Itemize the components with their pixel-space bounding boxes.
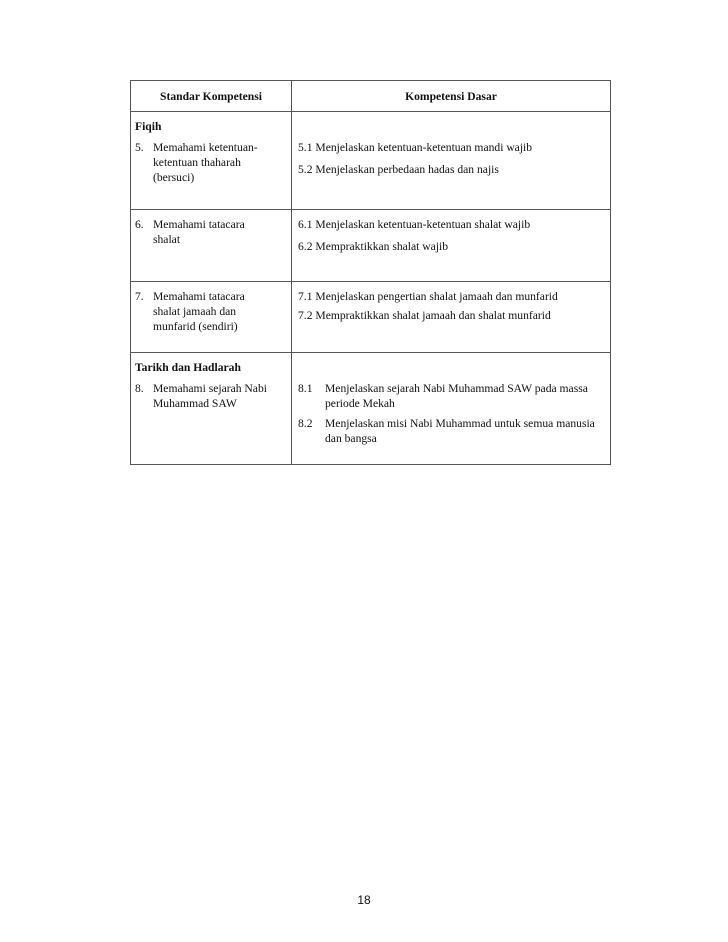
kd-item <box>298 289 606 304</box>
table-row <box>131 282 611 353</box>
kd-item <box>298 416 606 446</box>
kd-text: Menjelaskan misi Nabi Muhammad untuk semua manusia dan bangsa <box>325 417 595 445</box>
sk-cell <box>131 210 292 282</box>
page-number: 18 <box>357 893 371 907</box>
kd-item <box>298 217 606 232</box>
kd-item <box>298 308 606 323</box>
sk-text: Memahami tatacara shalat <box>153 218 245 246</box>
header-kompetensi-dasar: Kompetensi Dasar <box>292 81 611 112</box>
kd-text: Menjelaskan ketentuan-ketentuan mandi wajib <box>315 141 533 154</box>
sk-cell <box>131 353 292 465</box>
sk-cell <box>131 282 292 353</box>
sk-number: 6. <box>135 218 144 231</box>
kd-item <box>298 239 606 254</box>
table-row <box>131 353 611 465</box>
kd-item <box>298 140 606 155</box>
kd-cell <box>292 112 611 210</box>
kd-number: 8.1 <box>298 382 313 395</box>
kd-item <box>298 162 606 177</box>
table-row <box>131 112 611 210</box>
sk-number: 8. <box>135 382 144 395</box>
kd-text: Mempraktikkan shalat wajib <box>315 240 449 253</box>
section-heading: Fiqih <box>135 120 162 133</box>
sk-text: Memahami tatacara shalat jamaah dan munfarid (sendiri) <box>153 290 245 333</box>
sk-number: 5. <box>135 141 144 154</box>
kd-number: 6.2 <box>298 240 313 253</box>
kd-text: Menjelaskan perbedaan hadas dan najis <box>315 163 499 176</box>
kd-cell <box>292 353 611 465</box>
table-row <box>131 210 611 282</box>
kd-number: 8.2 <box>298 417 313 430</box>
sk-cell <box>131 112 292 210</box>
kd-text: Menjelaskan pengertian shalat jamaah dan munfarid <box>315 290 558 303</box>
kd-number: 7.2 <box>298 309 313 322</box>
sk-text: Memahami ketentuan-ketentuan thaharah (bersuci) <box>153 141 258 184</box>
kd-number: 6.1 <box>298 218 313 231</box>
sk-text: Memahami sejarah Nabi Muhammad SAW <box>153 382 267 410</box>
kd-text: Mempraktikkan shalat jamaah dan shalat munfarid <box>315 309 551 322</box>
kd-cell <box>292 282 611 353</box>
section-heading: Tarikh dan Hadlarah <box>135 361 241 374</box>
table-header-row <box>131 81 611 112</box>
kd-text: Menjelaskan ketentuan-ketentuan shalat wajib <box>315 218 531 231</box>
kd-number: 5.2 <box>298 163 313 176</box>
sk-number: 7. <box>135 290 144 303</box>
kd-text: Menjelaskan sejarah Nabi Muhammad SAW pada massa periode Mekah <box>325 382 588 410</box>
kd-number: 7.1 <box>298 290 313 303</box>
kd-cell <box>292 210 611 282</box>
kd-number: 5.1 <box>298 141 313 154</box>
kd-item <box>298 381 606 411</box>
competency-table <box>130 80 611 465</box>
header-standar-kompetensi: Standar Kompetensi <box>131 81 292 112</box>
